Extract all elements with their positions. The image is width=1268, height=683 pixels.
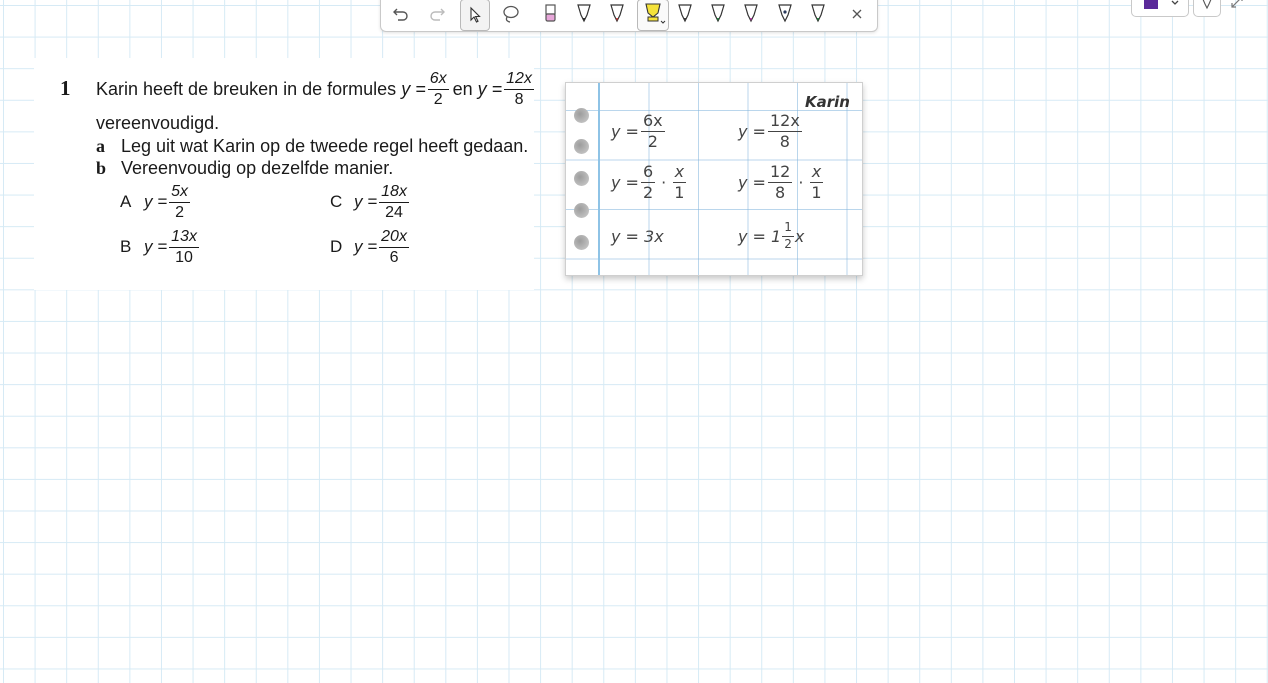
fraction-12x-over-8: $\frac{12x}{8}$: [506, 69, 532, 108]
pen-icon[interactable]: [671, 0, 699, 29]
part-b-label: b: [96, 158, 107, 178]
binder-hole: [574, 235, 589, 250]
y-equals: y =: [354, 237, 378, 256]
drawing-toolbar: [380, 0, 878, 32]
y-equals: y =: [477, 78, 503, 99]
chevron-down-icon: [1170, 0, 1180, 7]
redo-icon[interactable]: [423, 0, 451, 29]
fountain-pen-icon[interactable]: [771, 0, 799, 29]
color-picker[interactable]: [1131, 0, 1189, 17]
row2-left: y = $\frac{6}{2}$ · $\frac{x}{1}$: [611, 161, 685, 202]
option-fraction: $\frac{18x}{24}$: [381, 182, 407, 221]
color-swatch: [1144, 0, 1158, 9]
intro-text: Karin heeft de breuken in de formules: [96, 78, 397, 99]
pen-icon[interactable]: [603, 0, 631, 29]
pen-icon[interactable]: [737, 0, 765, 29]
and-word: en: [452, 78, 473, 99]
part-b-text: Vereenvoudig op dezelfde manier.: [121, 158, 394, 178]
option-fraction: $\frac{13x}{10}$: [171, 227, 197, 266]
binder-hole: [574, 171, 589, 186]
pen-picker[interactable]: [1193, 0, 1221, 17]
row3-left: y = 3x: [611, 226, 664, 246]
pen-icon[interactable]: [570, 0, 598, 29]
exercise-intro: [96, 66, 536, 112]
exercise-number: 1: [60, 76, 71, 100]
part-a-label: a: [96, 136, 105, 156]
row2-right: y = $\frac{12}{8}$ · $\frac{x}{1}$: [738, 161, 822, 202]
margin-line: [598, 83, 600, 275]
option-label: D: [330, 237, 343, 256]
y-equals: y =: [144, 192, 168, 211]
undo-icon[interactable]: [387, 0, 415, 29]
intro-continuation: vereenvoudigd.: [96, 113, 220, 133]
karin-notebook: [565, 82, 863, 276]
pen-icon[interactable]: [804, 0, 832, 29]
highlighter-icon[interactable]: [637, 0, 669, 31]
option-label: A: [120, 192, 132, 211]
pen-icon: [1201, 0, 1213, 11]
row1-right: y = $\frac{12x}{8}$: [738, 110, 800, 151]
row3-right: y = 1 $\frac{1}{2}$ x: [738, 220, 805, 251]
fraction-6x-over-2: $\frac{6x}{2}$: [429, 69, 447, 108]
close-icon[interactable]: [843, 0, 871, 29]
y-equals: y =: [401, 78, 426, 99]
exercise-block: [34, 58, 534, 290]
select-icon[interactable]: [460, 0, 490, 31]
y-equals: y =: [144, 237, 168, 256]
option-c: [330, 180, 411, 224]
option-label: B: [120, 237, 132, 256]
lasso-icon[interactable]: [497, 0, 525, 29]
pen-icon[interactable]: [704, 0, 732, 29]
binder-hole: [574, 203, 589, 218]
eraser-icon[interactable]: [536, 0, 564, 29]
option-label: C: [330, 192, 343, 211]
binder-hole: [574, 139, 589, 154]
option-a: [120, 180, 192, 224]
y-equals: y =: [354, 192, 378, 211]
option-fraction: $\frac{20x}{6}$: [381, 227, 407, 266]
option-b: [120, 225, 201, 269]
option-fraction: $\frac{5x}{2}$: [171, 182, 189, 221]
part-a-text: Leg uit wat Karin op de tweede regel heeft gedaan.: [121, 136, 529, 156]
option-d: [330, 225, 411, 269]
binder-hole: [574, 108, 589, 123]
notebook-name: Karin: [805, 93, 850, 111]
row1-left: y = $\frac{6x}{2}$: [611, 110, 663, 151]
expand-icon[interactable]: [1229, 0, 1247, 10]
